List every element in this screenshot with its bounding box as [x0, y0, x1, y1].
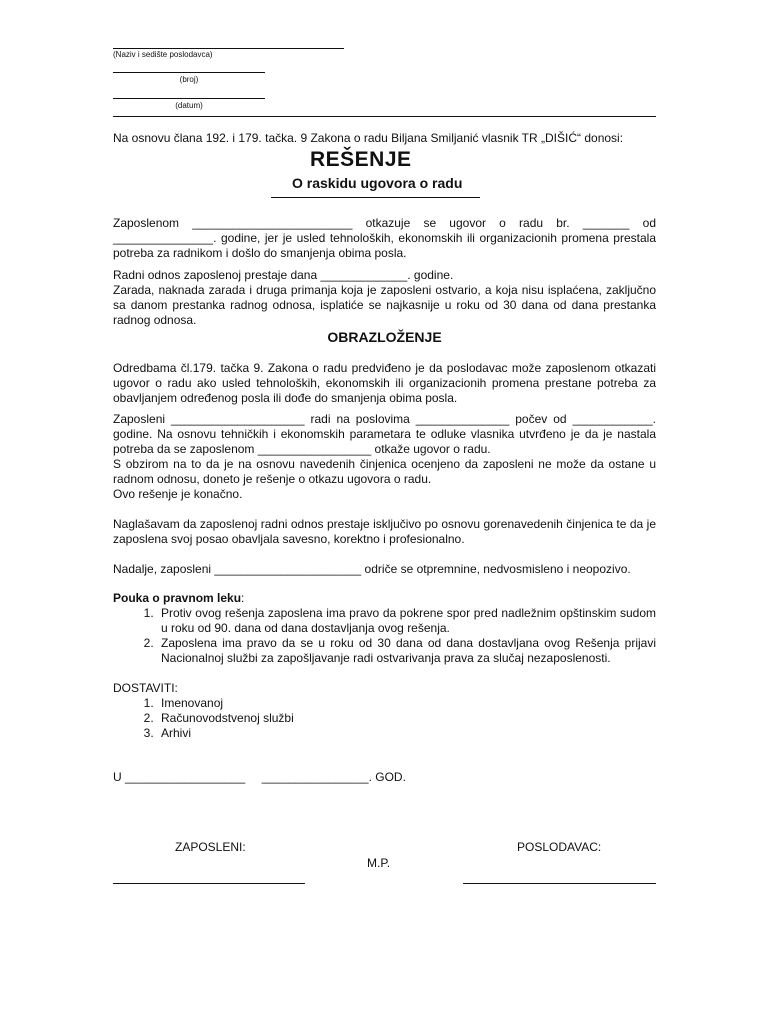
- list-item: 2. Zaposlena ima pravo da se u roku od 30 dana od dana dostavljana ovog Rešenja prijavi Nacionalnoj službi za zapošljavanje radi ostvarivanja prava za slučaj nezaposlenosti.: [157, 636, 656, 666]
- number-caption: (broj): [179, 75, 199, 84]
- stamp-label: M.P.: [367, 856, 391, 870]
- deliver-heading: DOSTAVITI:: [113, 681, 178, 695]
- legal-remedy-list: [113, 606, 656, 666]
- final-decision-text: Ovo rešenje je konačno.: [113, 487, 243, 501]
- employee-signature-line: [113, 883, 305, 884]
- date-line: [113, 98, 265, 99]
- number-line: [113, 72, 265, 73]
- legal-remedy-heading: [113, 591, 656, 606]
- conclusion-text: S obzirom na to da je na osnovu navedenih činjenica ocenjeno da zaposleni ne može da ostane u radnom odnosu, doneto je rešenje o otkazu ugovora o radu.: [113, 457, 656, 486]
- list-item: 1. Protiv ovog rešenja zaposlena ima pravo da pokrene spor pred nadležnim opštinskim sudom u roku od 90. dana od dana dostavljanja ovog rešenja.: [157, 606, 656, 636]
- reasoning-paragraph-4: Nadalje, zaposleni ______________________ odriče se otpremnine, nedvosmisleno i neopozivo.: [113, 562, 631, 576]
- legal-remedy-colon: :: [241, 591, 245, 605]
- header-divider: [113, 116, 656, 117]
- employer-line: [113, 48, 344, 49]
- decision-paragraph-1: Zaposlenom ________________________ otkazuje se ugovor o radu br. _______ od _______________. godine, jer je usled tehnoloških, ekonomskih ili organizacionih promena prestala potreba za radnikom i došlo do smanjenja obima posla.: [113, 216, 656, 260]
- reasoning-heading: OBRAZLOŽENJE: [327, 329, 442, 345]
- decision-paragraph-2: [113, 268, 656, 328]
- subtitle-underline: [271, 197, 480, 198]
- legal-remedy-title: Pouka o pravnom leku: [113, 591, 242, 605]
- deliver-section: [113, 681, 656, 741]
- list-item: 1. Imenovanoj: [157, 696, 656, 711]
- deliver-list: [113, 696, 656, 741]
- date-caption: (datum): [175, 101, 203, 110]
- salary-payment-text: Zarada, naknada zarada i druga primanja koja je zaposleni ostvario, a koja nisu isplaćena, zaključno sa danom prestanka radnog odnosa, isplatiće se najkasnije u roku od 30 dana od dana prestanka radnog odnosa.: [113, 283, 656, 327]
- list-item: 2. Računovodstvenoj službi: [157, 711, 656, 726]
- intro-text: Na osnovu člana 192. i 179. tačka. 9 Zakona o radu Biljana Smiljanić vlasnik TR „DIŠIĆ“ donosi:: [113, 131, 624, 145]
- reasoning-paragraph-3: Naglašavam da zaposlenoj radni odnos prestaje isključivo po osnovu gorenavedenih činjenica te da je zaposlena svoj posao obavljala savesno, korektno i profesionalno.: [113, 517, 656, 546]
- place-date-line: U __________________ ________________. GOD.: [113, 770, 406, 784]
- legal-remedy-section: [113, 591, 656, 666]
- employer-signature-label: POSLODAVAC:: [517, 840, 602, 854]
- employer-caption: (Naziv i sedište poslodavca): [113, 50, 213, 59]
- employer-signature-line: [463, 883, 656, 884]
- reasoning-paragraph-2: [113, 412, 656, 502]
- reasoning-paragraph-1: Odredbama čl.179. tačka 9. Zakona o radu predviđeno je da poslodavac može zaposlenom otkazati ugovor o radu ako usled tehnoloških, ekonomskih ili organizacionih promena prestane potreba za obavljanjem određenog posla ili dođe do smanjenja obima posla.: [113, 361, 656, 405]
- employee-position-text: Zaposleni ____________________ radi na poslovima ______________ počev od ____________. godine. Na osnovu tehničkih i ekonomskih parametara te odluke vlasnika utvrđeno je da je nastala potreba da se zaposlenom _________________ otkaže ugovor o radu.: [113, 412, 656, 456]
- document-subtitle: O raskidu ugovora o radu: [292, 175, 463, 191]
- list-item: 3. Arhivi: [157, 726, 656, 741]
- termination-date-line: Radni odnos zaposlenoj prestaje dana _____________. godine.: [113, 268, 454, 282]
- employee-signature-label: ZAPOSLENI:: [175, 840, 246, 854]
- document-title: REŠENJE: [310, 148, 412, 171]
